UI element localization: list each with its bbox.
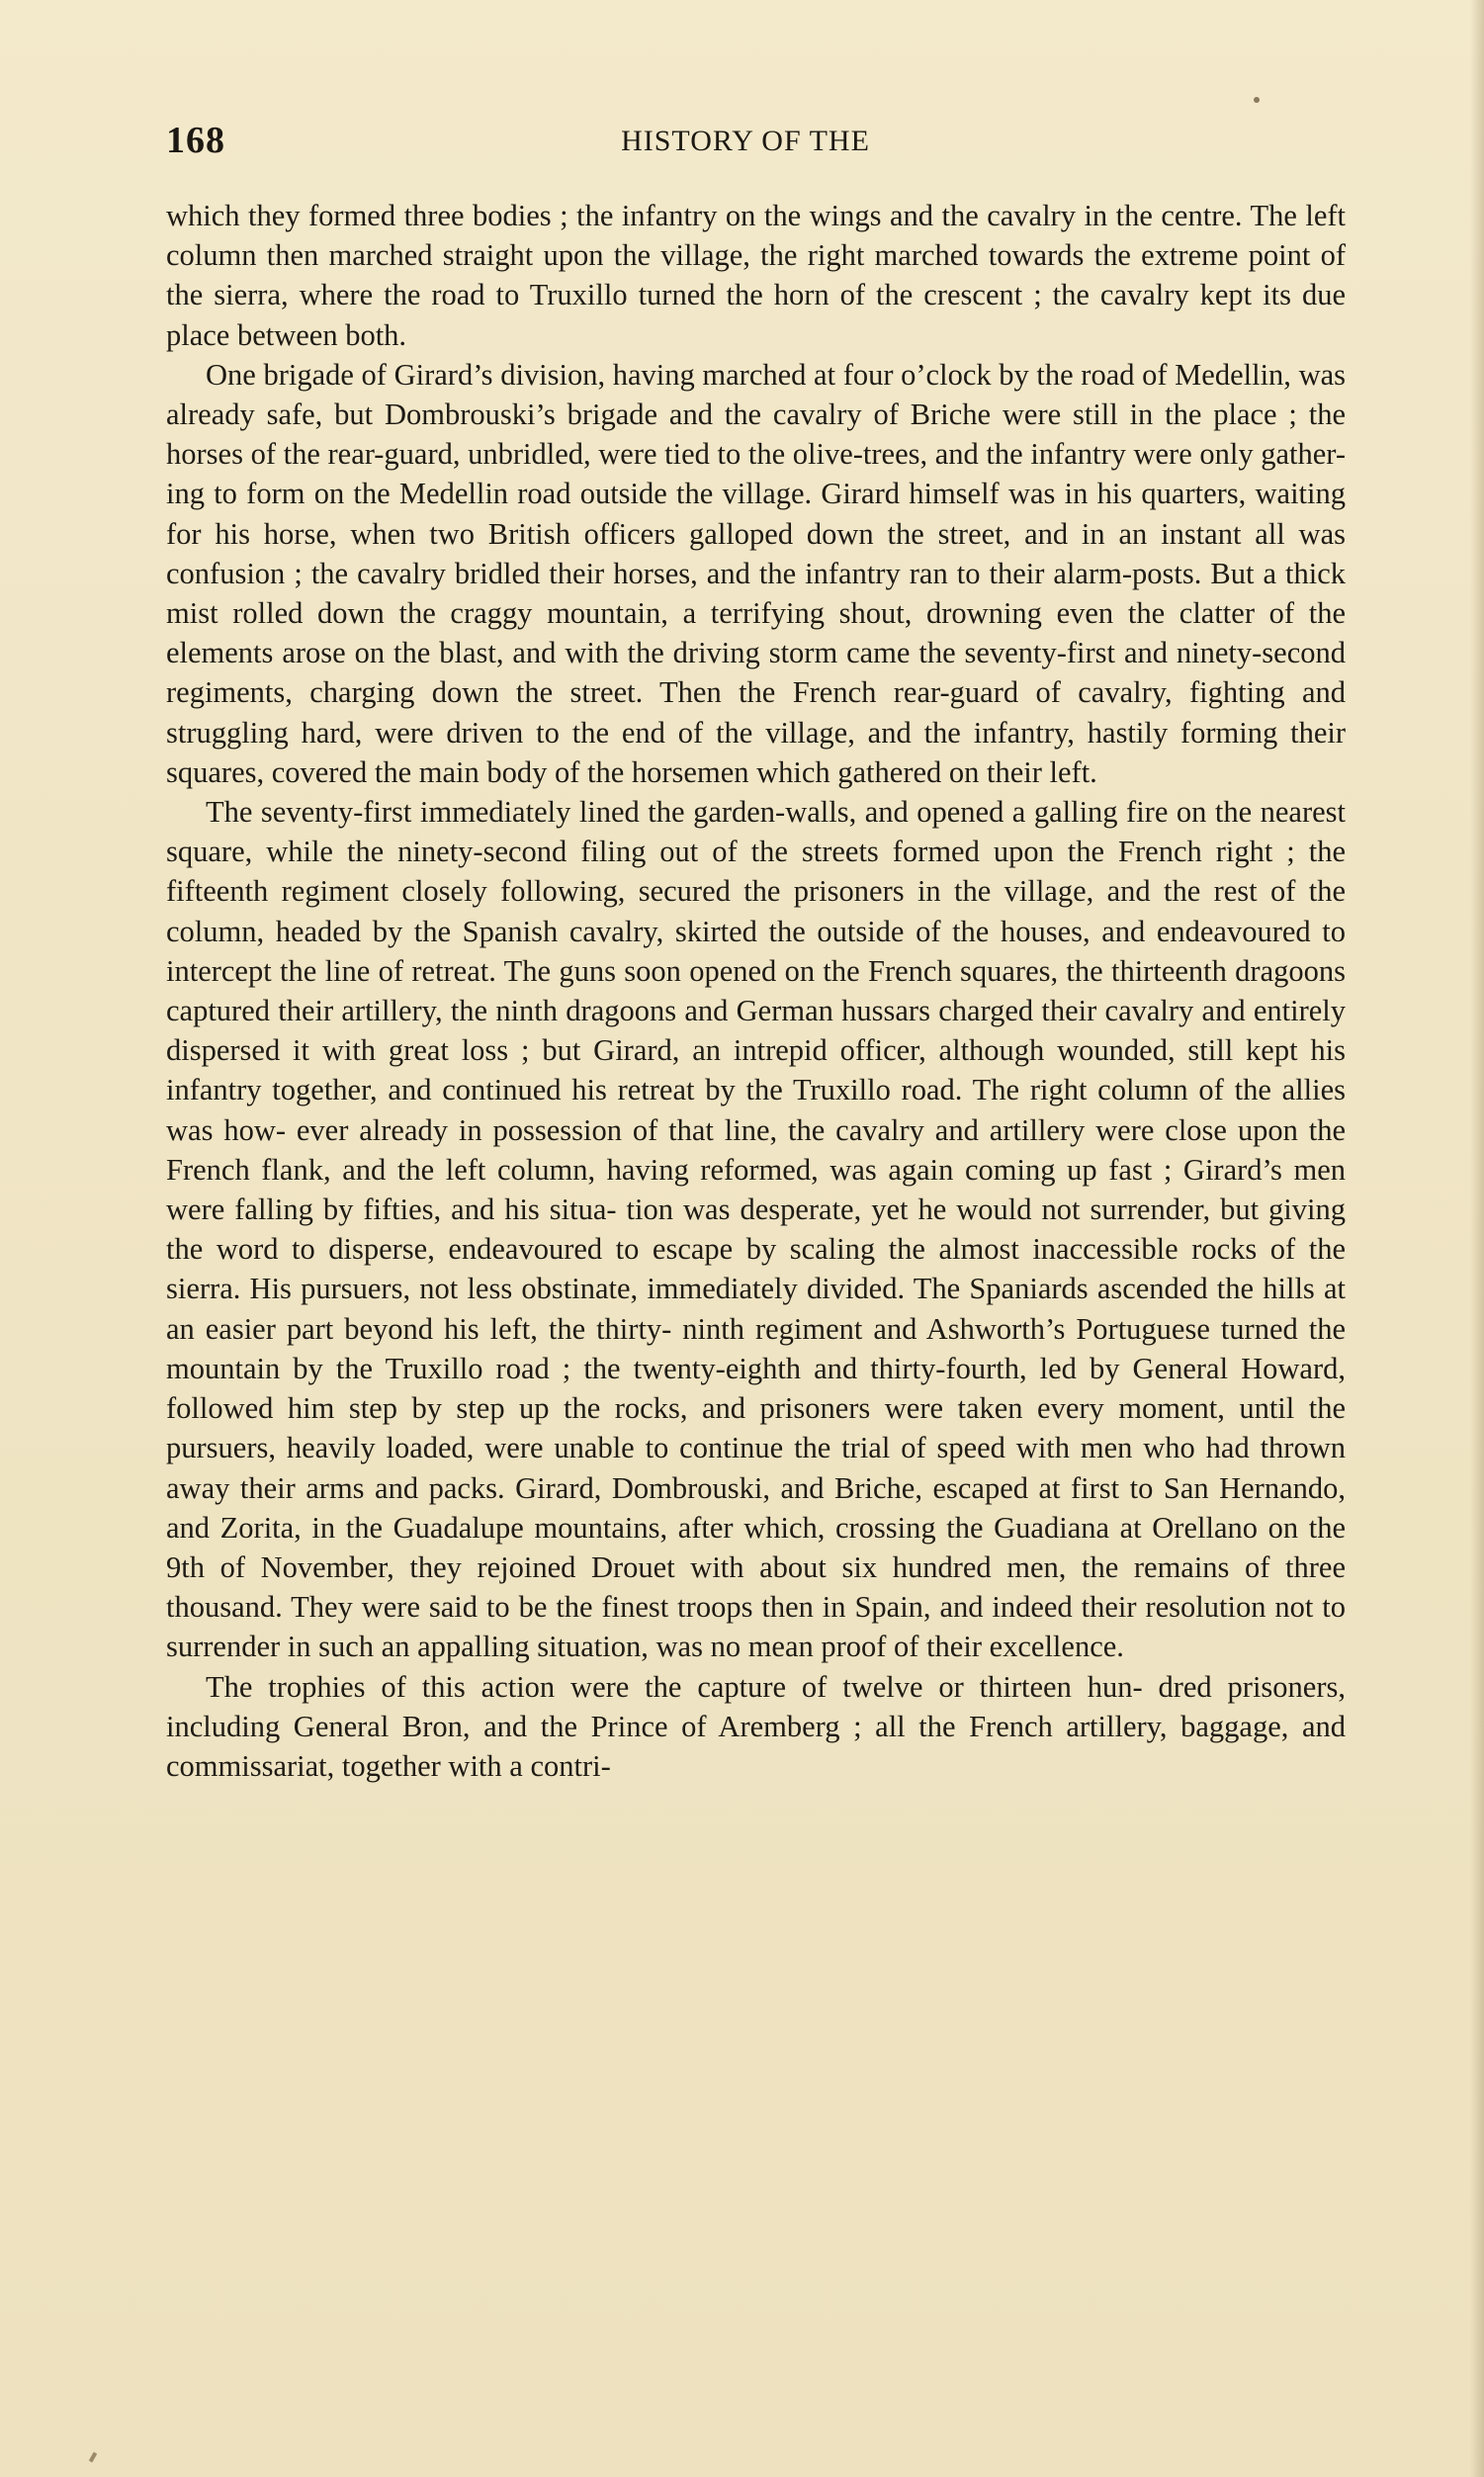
running-head-text: HISTORY OF THE bbox=[621, 125, 870, 157]
page-edge-shadow bbox=[1470, 0, 1484, 2477]
margin-mark bbox=[89, 2452, 97, 2463]
paragraph-3: The seventy-first immediately lined the garden-walls, and opened a galling fire on the nearest square, while the ninety-second filing out of the streets formed upon the French right ; the fifteenth regiment closely following, secured the prisoners in the village, and the rest of the column, headed by the Spanish cavalry, skirted the outside of the houses, and endeavoured to intercept the line of retreat. The guns soon opened on the French squares, the thirteenth dragoons captured their artillery, the ninth dragoons and German hussars charged their cavalry and entirely dispersed it with great loss ; but Girard, an intrepid officer, although wounded, still kept his infantry together, and continued his retreat by the Truxillo road. The right column of the allies was how- ever already in possession of that line, the cavalry and artillery were close upon the French flank, and the left column, having reformed, was again coming up fast ; Girard’s men were falling by fifties, and his situa- tion was desperate, yet he would not surrender, but giving the word to disperse, endeavoured to escape by scaling the almost inaccessible rocks of the sierra. His pursuers, not less obstinate, immediately divided. The Spaniards ascended the hills at an easier part beyond his left, the thirty- ninth regiment and Ashworth’s Portuguese turned the mountain by the Truxillo road ; the twenty-eighth and thirty-fourth, led by General Howard, followed him step by step up the rocks, and prisoners were taken every moment, until the pursuers, heavily loaded, were unable to continue the trial of speed with men who had thrown away their arms and packs. Girard, Dombrouski, and Briche, escaped at first to San Hernando, and Zorita, in the Guadalupe mountains, after which, crossing the Guadiana at Orellano on the 9th of November, they rejoined Drouet with about six hundred men, the remains of three thousand. They were said to be the finest troops then in Spain, and indeed their resolution not to surrender in such an appalling situation, was no mean proof of their excellence. bbox=[166, 795, 1346, 1664]
ink-speck bbox=[1254, 97, 1260, 103]
paragraph-1: which they formed three bodies ; the infantry on the wings and the cavalry in the centre. The left column then marched straight upon the village, the right marched towards the extreme point of the sierra, where the road to Truxillo turned the horn of the crescent ; the cavalry kept its due place between both. bbox=[166, 199, 1346, 352]
paragraph-4: The trophies of this action were the capture of twelve or thirteen hun- dred prisoners, including General Bron, and the Prince of Aremberg ; all the French artillery, baggage, and commissariat, together with a contri- bbox=[166, 1669, 1346, 1783]
running-head bbox=[166, 125, 1343, 158]
body-text bbox=[166, 196, 1346, 1786]
page-number: 168 bbox=[166, 120, 225, 161]
page-header bbox=[166, 117, 1343, 166]
paragraph-2: One brigade of Girard’s division, having marched at four o’clock by the road of Medellin, was already safe, but Dombrouski’s brigade and the cavalry of Briche were still in the place ; the horses of the rear-guard, unbridled, were tied to the olive-trees, and the infantry were only gather- ing to form on the Medellin road outside the village. Girard himself was in his quarters, waiting for his horse, when two British officers galloped down the street, and in an instant all was confusion ; the cavalry bridled their horses, and the infantry ran to their alarm-posts. But a thick mist rolled down the craggy mountain, a terrifying shout, drowning even the clatter of the elements arose on the blast, and with the driving storm came the seventy-first and ninety-second regiments, charging down the street. Then the French rear-guard of cavalry, fighting and struggling hard, were driven to the end of the village, and the infantry, hastily forming their squares, covered the main body of the horsemen which gathered on their left. bbox=[166, 357, 1346, 789]
